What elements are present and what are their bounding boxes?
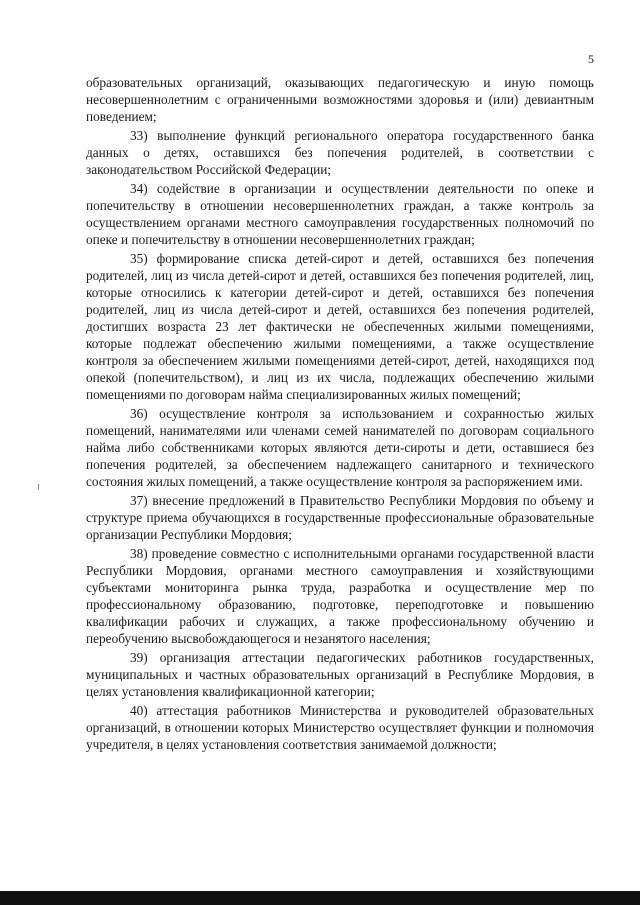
paragraph-item-34: 34) содействие в организации и осуществлении деятельности по опеке и попечительству в отношении несовершеннолетних граждан, а также контроль за осуществлением органами местного самоуправления государственных полномочий по опеке и попечительству в отношении несовершеннолетних граждан; xyxy=(86,181,594,247)
scan-artifact-mark xyxy=(38,484,39,490)
page-number: 5 xyxy=(588,52,594,66)
paragraph-item-36: 36) осуществление контроля за использованием и сохранностью жилых помещений, нанимателями или членами семей нанимателей по договорам социального найма либо собственниками которых являются дети-сироты и дети, оставшиеся без попечения родителей, за обеспечением надлежащего санитарного и технического состояния жилых помещений, а также осуществление контроля за распоряжением ими. xyxy=(86,406,594,489)
scan-bottom-border xyxy=(0,891,640,905)
paragraph-item-38: 38) проведение совместно с исполнительными органами государственной власти Республики Мордовия, органами местного самоуправления и хозяйствующими субъектами мониторинга рынка труда, разработка и осуществление мер по профессиональному образованию, подготовке, переподготовке и повышению квалификации рабочих и служащих, а также профессиональному обучению и переобучению высвобождающегося и незанятого населения; xyxy=(86,546,594,646)
paragraph-item-39: 39) организация аттестации педагогических работников государственных, муниципальных и частных образовательных организаций в Республике Мордовия, в целях установления квалификационной категории; xyxy=(86,650,594,699)
document-body xyxy=(86,74,594,755)
paragraph-item-37: 37) внесение предложений в Правительство Республики Мордовия по объему и структуре приема обучающихся в государственные профессиональные образовательные организации Республики Мордовия; xyxy=(86,493,594,542)
paragraph-item-35: 35) формирование списка детей-сирот и детей, оставшихся без попечения родителей, лиц из числа детей-сирот и детей, оставшихся без попечения родителей, лиц, которые относились к категории детей-сирот и детей, оставшихся без попечения родителей, лиц из числа детей-сирот и детей, оставшихся без попечения родителей, достигших возраста 23 лет фактически не обеспеченных жилыми помещениями, которые подлежат обеспечению жилыми помещениями, а также осуществление контроля за обеспечением жилыми помещениями детей-сирот, детей, находящихся под опекой (попечительством), и лиц из их числа, подлежащих обеспечению жилыми помещениями по договорам найма специализированных жилых помещений; xyxy=(86,251,594,402)
paragraph-continuation: образовательных организаций, оказывающих педагогическую и иную помощь несовершеннолетним с ограниченными возможностями здоровья и (или) девиантным поведением; xyxy=(86,75,594,124)
paragraph-item-40: 40) аттестация работников Министерства и руководителей образовательных организаций, в отношении которых Министерство осуществляет функции и полномочия учредителя, в целях установления соответствия занимаемой должности; xyxy=(86,703,594,752)
paragraph-item-33: 33) выполнение функций регионального оператора государственного банка данных о детях, оставшихся без попечения родителей, в соответствии с законодательством Российской Федерации; xyxy=(86,128,594,177)
